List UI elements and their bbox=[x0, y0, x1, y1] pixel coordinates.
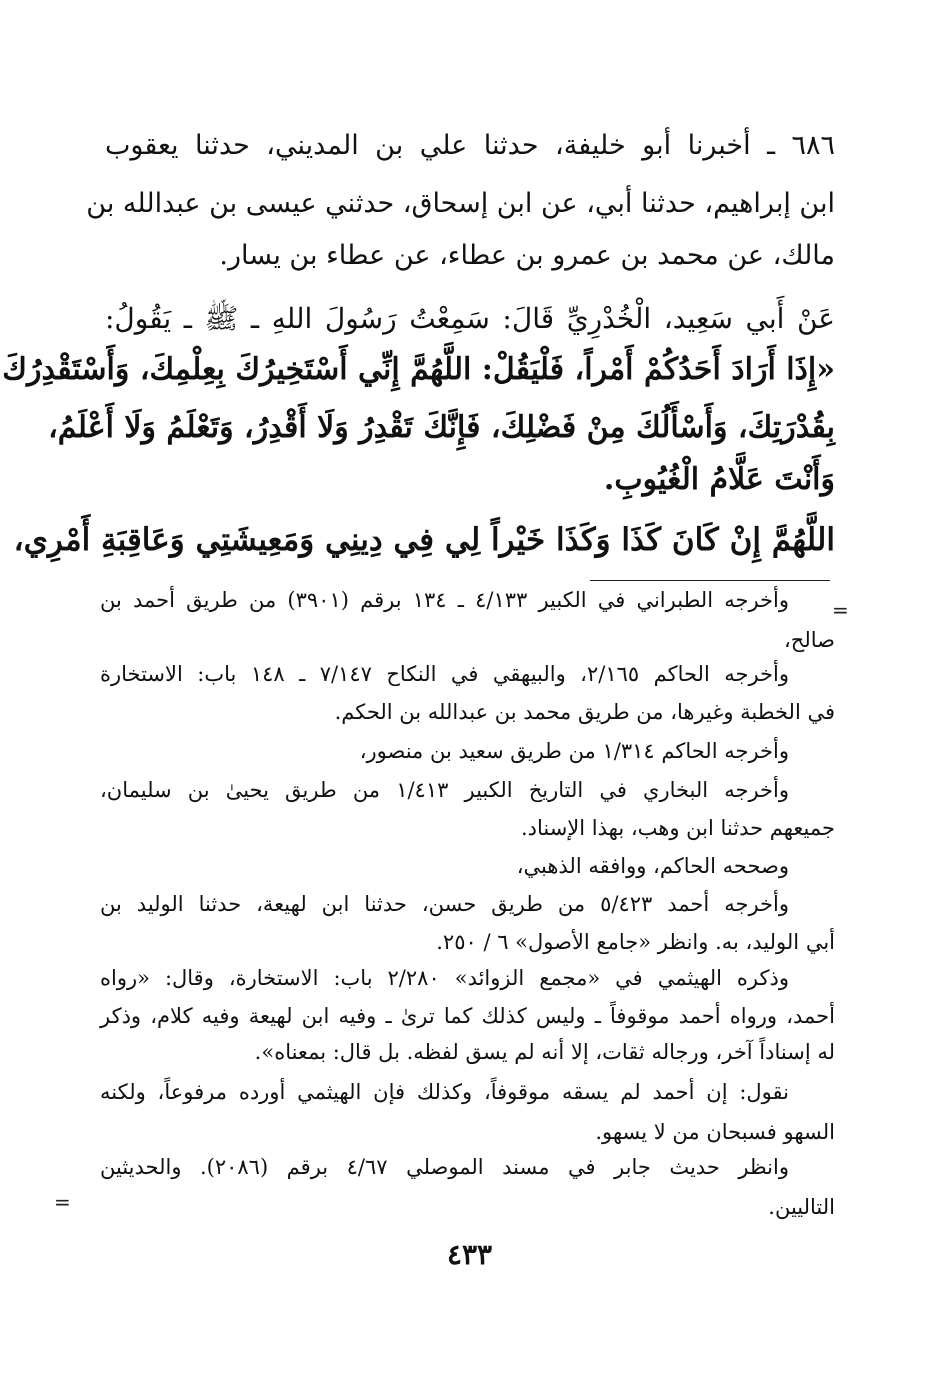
footnote-line: وأخرجه الحاكم ٢/١٦٥، والبيهقي في النكاح ٧/١٤٧ ـ ١٤٨ باب: الاستخارة bbox=[100, 662, 789, 686]
isnad-line: ٦٨٦ ـ أخبرنا أبو خليفة، حدثنا علي بن المديني، حدثنا يعقوب bbox=[105, 130, 835, 161]
footnote-separator bbox=[590, 580, 830, 581]
footnote-line: وأخرجه البخاري في التاريخ الكبير ١/٤١٣ من طريق يحيىٰ بن سليمان، bbox=[100, 778, 790, 802]
footnote-line: جميعهم حدثنا ابن وهب، بهذا الإسناد. bbox=[520, 816, 835, 840]
isnad-line: ابن إبراهيم، حدثنا أبي، عن ابن إسحاق، حدثني عيسى بن عبدالله بن bbox=[86, 188, 835, 219]
hadith-line: عَنْ أَبي سَعِيد، الْخُدْرِيِّ قَالَ: سَمِعْتُ رَسُولَ اللهِ ـ ﷺ ـ يَقُولُ: bbox=[105, 302, 835, 335]
page-number: ٤٣٣ bbox=[446, 1238, 493, 1271]
footnote-line: السهو فسبحان من لا يسهو. bbox=[595, 1120, 835, 1144]
footnote-line: نقول: إن أحمد لم يسقه موقوفاً، وكذلك فإن الهيثمي أورده مرفوعاً، ولكنه bbox=[100, 1080, 789, 1104]
footnote-line: صالح، bbox=[784, 628, 835, 652]
footnote-line: في الخطبة وغيرها، من طريق محمد بن عبدالله بن الحكم. bbox=[334, 700, 835, 724]
footnote-line: وذكره الهيثمي في «مجمع الزوائد» ٢/٢٨٠ باب: الاستخارة، وقال: «رواه bbox=[100, 966, 789, 990]
hadith-line: بِقُدْرَتِكَ، وَأَسْأَلُكَ مِنْ فَضْلِكَ، فَإِنَّكَ تَقْدِرُ وَلَا أَقْدِرُ، وَتَعْلَمُ وَلَا أَعْلَمُ، bbox=[48, 410, 835, 445]
hadith-line: وَأَنْتَ عَلَّامُ الْغُيُوبِ. bbox=[603, 462, 835, 497]
footnote-line: أحمد، ورواه أحمد موقوفاً ـ وليس كذلك كما ترىٰ ـ وفيه ابن لهيعة وفيه كلام، وذكر bbox=[100, 1004, 835, 1028]
hadith-line: «إِذَا أَرَادَ أَحَدُكُمْ أَمْراً، فَلْيَقُلْ: اللَّهُمَّ إِنِّي أَسْتَخِيرُكَ بِعِلْمِكَ، وَأَسْتَقْدِرُكَ bbox=[2, 352, 835, 387]
footnote-line: التاليين. bbox=[768, 1195, 835, 1219]
footnote-line: له إسناداً آخر، ورجاله ثقات، إلا أنه لم يسق لفظه. بل قال: بمعناه». bbox=[254, 1040, 835, 1064]
hadith-line: اللَّهُمَّ إِنْ كَانَ كَذَا وَكَذَا خَيْراً لِي فِي دِينِي وَمَعِيشَتِي وَعَاقِبَةِ أَمْرِي، bbox=[13, 522, 835, 558]
footnote-line: وصححه الحاكم، ووافقه الذهبي، bbox=[516, 854, 789, 878]
footnote-line: وانظر حديث جابر في مسند الموصلي ٤/٦٧ برقم (٢٠٨٦). والحديثين bbox=[100, 1155, 789, 1179]
continuation-mark: = bbox=[832, 598, 849, 622]
footnote-line: أبي الوليد، به. وانظر «جامع الأصول» ٦ / ٢٥٠. bbox=[436, 930, 835, 954]
footnote-line: وأخرجه الطبراني في الكبير ٤/١٣٣ ـ ١٣٤ برقم (٣٩٠١) من طريق أحمد بن bbox=[100, 588, 789, 612]
footnote-line: وأخرجه الحاكم ١/٣١٤ من طريق سعيد بن منصور، bbox=[359, 739, 789, 763]
continuation-mark: = bbox=[54, 1190, 71, 1214]
footnote-line: وأخرجه أحمد ٥/٤٢٣ من طريق حسن، حدثنا ابن لهيعة، حدثنا الوليد بن bbox=[100, 892, 789, 916]
isnad-line: مالك، عن محمد بن عمرو بن عطاء، عن عطاء بن يسار. bbox=[219, 240, 835, 271]
